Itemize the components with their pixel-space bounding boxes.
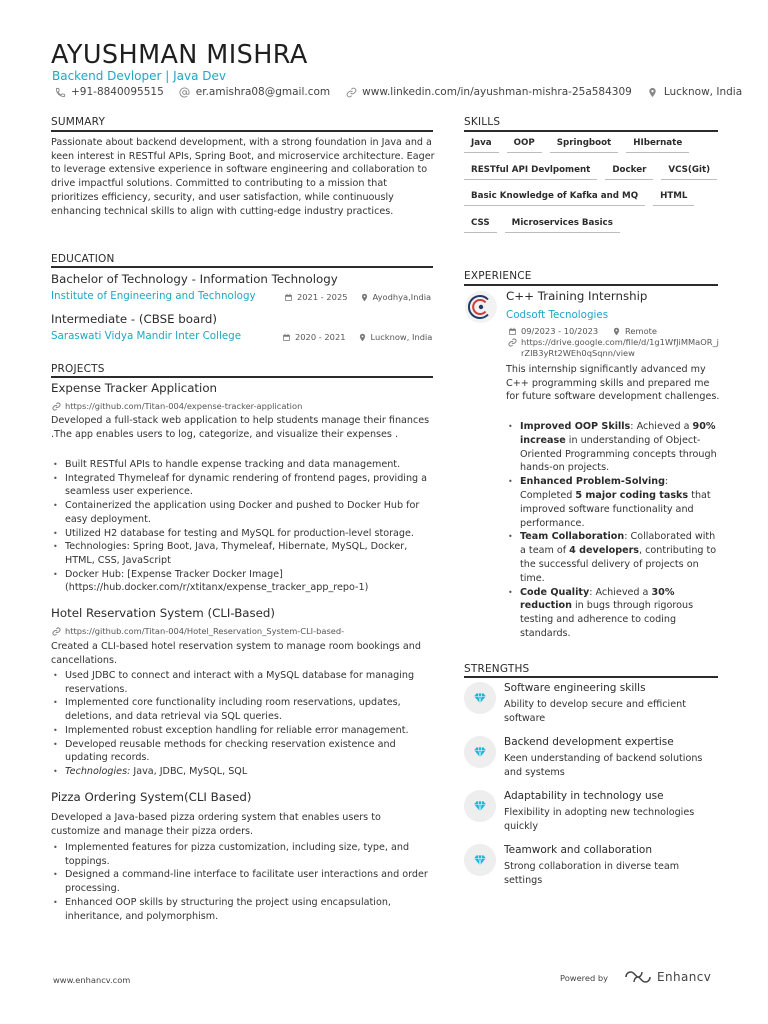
experience-bullets xyxy=(506,420,720,641)
diamond-icon xyxy=(464,736,496,768)
experience-link[interactable] xyxy=(508,337,720,359)
bullet-highlight: 5 major coding tasks xyxy=(575,489,689,501)
list-item xyxy=(51,765,433,779)
link-icon xyxy=(52,627,61,636)
company-logo xyxy=(464,290,498,324)
map-pin-icon xyxy=(360,293,369,302)
education-dates: 2021 - 2025 xyxy=(297,292,348,302)
list-item xyxy=(506,530,720,585)
skill-tag: Java xyxy=(464,135,499,153)
project-title: Expense Tracker Application xyxy=(51,381,218,395)
strengths-divider xyxy=(464,676,718,678)
diamond-icon xyxy=(464,844,496,876)
map-pin-icon xyxy=(647,86,659,98)
skill-tag: HIbernate xyxy=(626,135,689,153)
list-item: • Integrated Thymeleaf for dynamic rendering of frontend pages, providing a seamless user experience. xyxy=(51,472,433,499)
at-sign-icon xyxy=(179,86,191,98)
bullet-text: : Achieved a xyxy=(589,586,652,598)
phone-text: +91-8840095515 xyxy=(71,86,164,98)
contact-phone[interactable] xyxy=(54,86,164,98)
strength-title: Software engineering skills xyxy=(504,682,646,694)
experience-description: This internship significantly advanced my C++ programming skills and prepared me for future software development challenges. xyxy=(506,364,720,403)
project-title: Hotel Reservation System (CLI-Based) xyxy=(51,606,276,620)
experience-role: C++ Training Internship xyxy=(506,289,648,303)
skill-tag: Microservices Basics xyxy=(505,215,620,233)
enhancv-logo-icon xyxy=(624,970,652,984)
projects-heading: PROJECTS xyxy=(51,363,105,375)
project-bullets xyxy=(51,841,433,923)
skills-list xyxy=(464,135,720,241)
skill-tag: HTML xyxy=(653,188,694,206)
candidate-title: Backend Devloper | Java Dev xyxy=(52,69,227,83)
project-bullets xyxy=(51,458,433,595)
experience-dates xyxy=(508,326,598,336)
education-location: Lucknow, India xyxy=(370,332,433,342)
list-item: • Developed reusable methods for checking reservation existence and updating records. xyxy=(51,738,433,765)
bullet-text: in bugs through rigorous testing and adherence to coding standards. xyxy=(520,600,694,639)
strength-title: Adaptability in technology use xyxy=(504,790,664,802)
list-item xyxy=(506,586,720,641)
project-description: Developed a full-stack web application to help students manage their finances .The app enables users to log, categorize, and visualize their expenses . xyxy=(51,415,430,440)
calendar-icon xyxy=(284,293,293,302)
bullet-text: : Achieved a xyxy=(630,421,693,432)
education-degree: Bachelor of Technology - Information Technology xyxy=(51,272,338,286)
experience-company: Codsoft Tecnologies xyxy=(506,309,609,321)
phone-icon xyxy=(54,86,66,98)
strength-description: Keen understanding of backend solutions and systems xyxy=(504,753,703,778)
list-item: • Built RESTful APIs to handle expense tracking and data management. xyxy=(51,458,433,472)
map-pin-icon xyxy=(612,327,621,336)
education-heading: EDUCATION xyxy=(51,253,115,265)
bullet-lead: Enhanced Problem-Solving xyxy=(520,476,665,488)
skill-row xyxy=(464,162,720,180)
bullet-text: : Collaborated with a team of xyxy=(520,531,716,557)
strength-description: Strong collaboration in diverse team settings xyxy=(504,861,680,886)
link-icon xyxy=(508,338,517,347)
strength-description: Ability to develop secure and efficient software xyxy=(504,699,686,724)
bullet-text: , contributing to the successful delivery of projects on time. xyxy=(520,545,717,584)
project-title: Pizza Ordering System(CLI Based) xyxy=(51,790,252,804)
list-item: • Used JDBC to connect and interact with a MySQL database for managing reservations. xyxy=(51,669,433,696)
skill-tag: CSS xyxy=(464,215,497,233)
bullet-text: in understanding of Object-Oriented Programming concepts through hands-on projects. xyxy=(520,434,717,474)
map-pin-icon xyxy=(358,333,367,342)
list-item: • Enhanced OOP skills by structuring the project using encapsulation, inheritance, and polymorphism. xyxy=(51,896,433,923)
footer-site-link[interactable]: www.enhancv.com xyxy=(53,975,131,985)
skill-tag: OOP xyxy=(507,135,542,153)
skills-heading: SKILLS xyxy=(464,116,501,128)
education-location: Ayodhya,India xyxy=(372,292,432,302)
experience-link-text: https://drive.google.com/file/d/1g1WfJiMMaOR_jrZIB3yRt2WEh0qSqnn/view xyxy=(521,337,719,358)
experience-dates-text: 09/2023 - 10/2023 xyxy=(521,326,599,336)
bullet-lead: Code Quality xyxy=(520,586,590,598)
bullet-text: that improved software functionality and performance. xyxy=(520,489,711,529)
technologies-value: Java, JDBC, MySQL, SQL xyxy=(130,765,248,777)
skill-row xyxy=(464,135,720,153)
project-bullets xyxy=(51,669,433,779)
link-icon xyxy=(345,86,357,98)
bullet-highlight: 30% reduction xyxy=(520,586,675,612)
project-link[interactable] xyxy=(52,401,302,411)
list-item: • Containerized the application using Docker and pushed to Docker Hub for easy deployment. xyxy=(51,499,433,526)
bullet-highlight: 90% increase xyxy=(520,421,716,446)
list-item xyxy=(506,420,720,475)
email-text: er.amishra08@gmail.com xyxy=(195,86,331,98)
strength-title: Backend development expertise xyxy=(504,736,674,748)
education-degree: Intermediate - (CBSE board) xyxy=(51,312,217,326)
contact-email[interactable] xyxy=(179,86,330,98)
contact-bar xyxy=(54,86,757,98)
project-link-text: https://github.com/Titan-004/Hotel_Reservation_System-CLI-based- xyxy=(65,626,345,636)
skill-row xyxy=(464,188,720,206)
experience-divider xyxy=(464,284,718,286)
summary-text: Passionate about backend development, with a strong foundation in Java and a keen interest in RESTful APIs, Spring Boot, and microservice architecture. Eager to leverage extensive experience in software engineering and collaboration to drive impactful solutions. Committed to contributing to a mission that prioritizes efficiency, security, and user satisfaction, while continuously enhancing technical skills to align with cutting-edge industry practices. xyxy=(51,137,435,217)
skills-divider xyxy=(464,130,718,132)
education-dates: 2020 - 2021 xyxy=(295,332,346,342)
skill-tag: Basic Knowledge of Kafka and MQ xyxy=(464,188,645,206)
skill-tag: Docker xyxy=(605,162,653,180)
strength-description: Flexibility in adopting new technologies quickly xyxy=(504,807,695,832)
list-item: • Designed a command-line interface to facilitate user interactions and order processing. xyxy=(51,868,433,895)
location-text: Lucknow, India xyxy=(663,86,743,98)
technologies-label: Technologies: xyxy=(65,765,131,777)
list-item: • Technologies: Spring Boot, Java, Thymeleaf, Hibernate, MySQL, Docker, HTML, CSS, JavaScript xyxy=(51,540,433,567)
list-item xyxy=(506,475,720,530)
contact-linkedin[interactable] xyxy=(345,86,632,98)
skill-tag: Springboot xyxy=(550,135,618,153)
project-link[interactable] xyxy=(52,626,344,636)
link-icon xyxy=(52,402,61,411)
skill-row xyxy=(464,215,720,233)
calendar-icon xyxy=(508,327,517,336)
linkedin-text: www.linkedin.com/in/ayushman-mishra-25a584309 xyxy=(362,86,632,98)
diamond-icon xyxy=(464,790,496,822)
bullet-lead: Improved OOP Skills xyxy=(520,421,631,432)
bullet-highlight: 4 developers xyxy=(569,545,640,557)
education-school: Saraswati Vidya Mandir Inter College xyxy=(51,330,242,342)
education-divider xyxy=(51,266,433,268)
list-item: • Implemented core functionality including room reservations, updates, deletions, and data retrieval via SQL queries. xyxy=(51,696,433,723)
summary-divider xyxy=(51,130,433,132)
strength-title: Teamwork and collaboration xyxy=(504,844,653,856)
project-description: Created a CLI-based hotel reservation system to manage room bookings and cancellations. xyxy=(51,641,421,666)
list-item: • Utilized H2 database for testing and MySQL for production-level storage. xyxy=(51,527,433,541)
footer-powered-by: Powered by xyxy=(560,973,609,983)
candidate-name: AYUSHMAN MISHRA xyxy=(51,40,308,70)
skill-tag: VCS(Git) xyxy=(661,162,717,180)
skill-tag: RESTful API Devlpoment xyxy=(464,162,597,180)
education-school: Institute of Engineering and Technology xyxy=(51,290,256,302)
experience-heading: EXPERIENCE xyxy=(464,270,532,282)
list-item: • Implemented features for pizza customization, including size, type, and toppings. xyxy=(51,841,433,868)
bullet-text: : Completed xyxy=(520,476,669,501)
project-description: Developed a Java-based pizza ordering system that enables users to customize and manage their pizza orders. xyxy=(51,812,381,837)
summary-heading: SUMMARY xyxy=(51,116,106,128)
education-meta xyxy=(282,332,432,342)
calendar-icon xyxy=(282,333,291,342)
list-item: • Implemented robust exception handling for reliable error management. xyxy=(51,724,433,738)
project-link-text: https://github.com/Titan-004/expense-tracker-application xyxy=(65,401,303,411)
contact-location xyxy=(647,86,742,98)
education-meta xyxy=(284,292,431,302)
diamond-icon xyxy=(464,682,496,714)
enhancv-logo[interactable] xyxy=(624,970,711,984)
strengths-heading: STRENGTHS xyxy=(464,663,530,675)
experience-mode xyxy=(612,326,657,336)
projects-divider xyxy=(51,376,433,378)
enhancv-brand: Enhancv xyxy=(657,970,712,984)
experience-mode-text: Remote xyxy=(625,326,658,336)
list-item: • Docker Hub: [Expense Tracker Docker Image](https://hub.docker.com/r/xtitanx/expense_tracker_app_repo-1) xyxy=(51,568,433,595)
bullet-lead: Team Collaboration xyxy=(520,531,625,543)
